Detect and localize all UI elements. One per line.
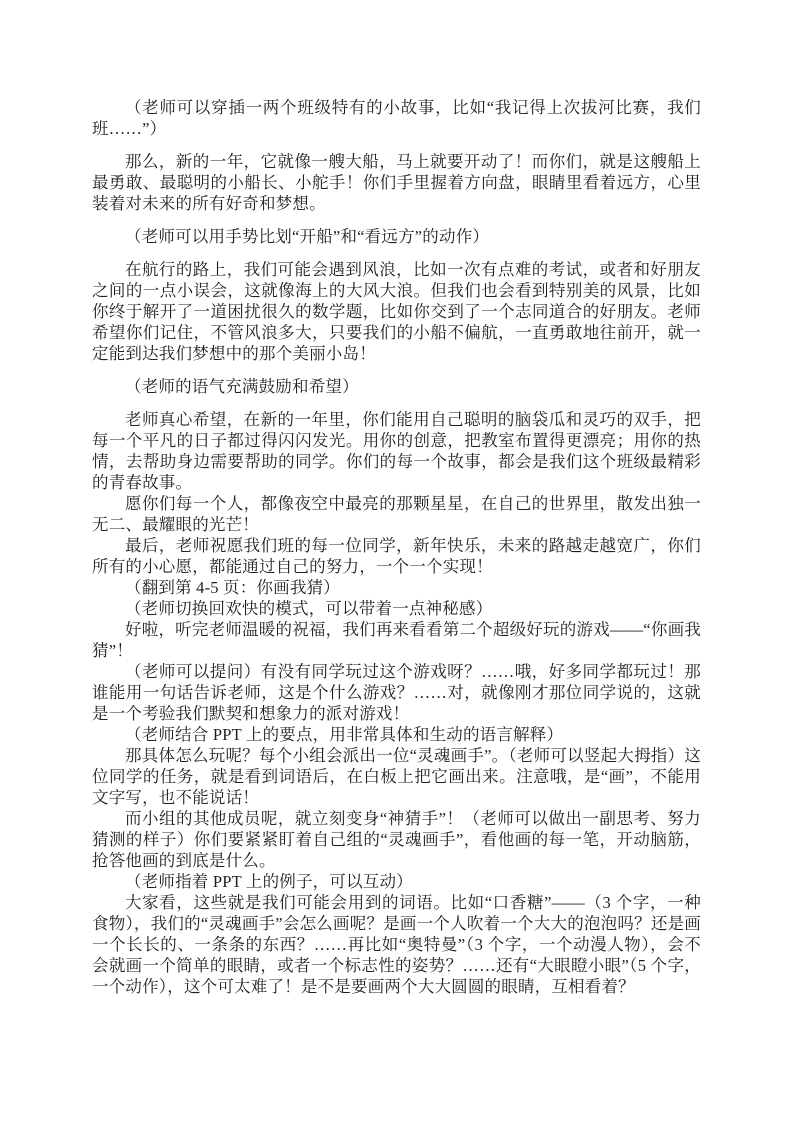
stage-direction-paragraph: （老师指着 PPT 上的例子，可以互动） — [125, 872, 413, 891]
body-paragraph: 好啦，听完老师温暖的祝福，我们再来看看第二个超级好玩的游戏——“你画我猜”！ — [92, 620, 701, 660]
body-paragraph: 而小组的其他成员呢，就立刻变身“神猜手”！（老师可以做出一副思考、努力猜测的样子）你们要紧紧盯着自己组的“灵魂画手”，看他画的每一笔，开动脑筋，抢答他画的到底是什么。 — [92, 809, 701, 870]
stage-direction-paragraph: （老师可以穿插一两个班级特有的小故事，比如“我记得上次拔河比赛，我们班……”） — [92, 98, 701, 138]
stage-direction-paragraph: （老师可以用手势比划“开船”和“看远方”的动作） — [125, 227, 490, 246]
body-paragraph: 大家看，这些就是我们可能会用到的词语。比如“口香糖”——（3 个字，一种食物），我们的“灵魂画手”会怎么画呢？是画一个人吹着一个大大的泡泡吗？还是画一个长长的、一条条的东西？……再比如“奥特曼”（3 个字，一个动漫人物），会不会就画一个简单的眼睛，或者一个标志性的姿势？……还有“大眼瞪小眼”（5 个字，一个动作），这个可太难了！是不是要画两个大大圆圆的眼睛，互相看着？ — [92, 893, 701, 996]
stage-direction-paragraph: （老师结合 PPT 上的要点，用非常具体和生动的语言解释） — [125, 725, 564, 744]
body-paragraph: 那么，新的一年，它就像一艘大船，马上就要开动了！而你们，就是这艘船上最勇敢、最聪明的小船长、小舵手！你们手里握着方向盘，眼睛里看着远方，心里装着对未来的所有好奇和梦想。 — [92, 152, 701, 213]
stage-direction-paragraph: （翻到第 4-5 页：你画我猜） — [125, 578, 340, 597]
body-paragraph: 在航行的路上，我们可能会遇到风浪，比如一次有点难的考试，或者和好朋友之间的一点小误会，这就像海上的大风大浪。但我们也会看到特别美的风景，比如你终于解开了一道困扰很久的数学题，比如你交到了一个志同道合的好朋友。老师希望你们记住，不管风浪多大，只要我们的小船不偏航，一直勇敢地往前开，就一定能到达我们梦想中的那个美丽小岛！ — [92, 260, 701, 363]
body-paragraph: 愿你们每一个人，都像夜空中最亮的那颗星星，在自己的世界里，散发出独一无二、最耀眼的光芒！ — [92, 494, 701, 534]
body-paragraph: 老师真心希望，在新的一年里，你们能用自己聪明的脑袋瓜和灵巧的双手，把每一个平凡的日子都过得闪闪发光。用你的创意，把教室布置得更漂亮；用你的热情，去帮助身边需要帮助的同学。你们的每一个故事，都会是我们这个班级最精彩的青春故事。 — [92, 410, 701, 492]
body-paragraph: 最后，老师祝愿我们班的每一位同学，新年快乐，未来的路越走越宽广，你们所有的小心愿，都能通过自己的努力，一个一个实现！ — [92, 536, 701, 576]
body-paragraph: 那具体怎么玩呢？每个小组会派出一位“灵魂画手”。（老师可以竖起大拇指）这位同学的任务，就是看到词语后，在白板上把它画出来。注意哦，是“画”，不能用文字写，也不能说话！ — [92, 746, 701, 807]
stage-direction-paragraph: （老师切换回欢快的模式，可以带着一点神秘感） — [125, 599, 493, 618]
body-paragraph: （老师可以提问）有没有同学玩过这个游戏呀？……哦，好多同学都玩过！那谁能用一句话告诉老师，这是个什么游戏？……对，就像刚才那位同学说的，这就是一个考验我们默契和想象力的派对游戏！ — [92, 662, 701, 723]
stage-direction-paragraph: （老师的语气充满鼓励和希望） — [125, 377, 359, 396]
